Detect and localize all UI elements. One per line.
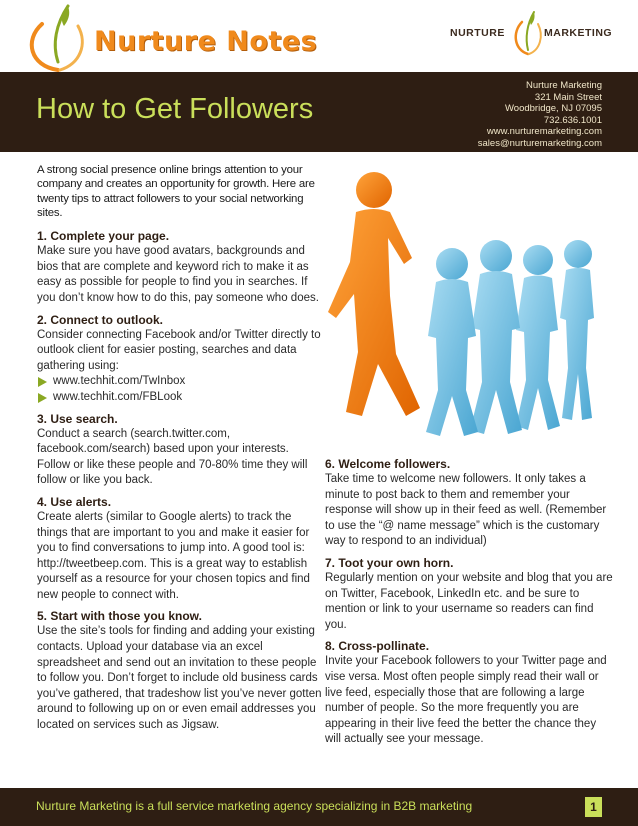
- tip-body: Regularly mention on your website and blog that you are on Twitter, Facebook, LinkedIn etc. and be sure to mention or link to your username so readers can find you.: [325, 571, 613, 631]
- leaf-swirl-icon: [22, 0, 102, 72]
- brand-title: Nurture Notes: [94, 26, 318, 57]
- list-item: [37, 390, 323, 406]
- tip-2: [37, 313, 323, 406]
- title-band: [0, 72, 638, 152]
- blue-figure: [426, 248, 478, 436]
- followers-illustration: [316, 168, 616, 440]
- brand-logo: [22, 0, 322, 72]
- page-title: How to Get Followers: [36, 93, 314, 125]
- left-column: [37, 163, 323, 740]
- tip-4: [37, 495, 323, 604]
- contact-block: [478, 80, 602, 150]
- tip-3: [37, 412, 323, 489]
- tip-body: Invite your Facebook followers to your Twitter page and vise versa. Most often people simply read their wall or live feed, especially those that are following a large number of people. So the more frequently you are appearing in their live feed the better the chance they will actually see your message.: [325, 655, 607, 746]
- tip-heading: 5. Start with those you know.: [37, 609, 202, 624]
- arrow-bullet-icon: [38, 393, 47, 403]
- leaf-swirl-icon: [512, 10, 544, 56]
- contact-street: 321 Main Street: [534, 91, 602, 103]
- logo-word-right: MARKETING: [544, 27, 613, 39]
- contact-city: Woodbridge, NJ 07095: [505, 103, 602, 115]
- tip-5: [37, 609, 323, 733]
- tip-1: [37, 229, 323, 306]
- tip-heading: 1. Complete your page.: [37, 229, 170, 244]
- tip-heading: 3. Use search.: [37, 411, 118, 426]
- blue-figure: [470, 240, 522, 434]
- company-logo: [440, 10, 620, 60]
- tip-heading: 2. Connect to outlook.: [37, 312, 163, 327]
- tip-body: Use the site’s tools for finding and adding your existing contacts. Upload your database via an excel spreadsheet and send out an invitation to these people to follow you. Don’t forget to include old business cards you’ve gathered, that tradeshow list you’ve never gotten around to following up on or even email addresses you located on services such as Jigsaw.: [37, 625, 322, 732]
- link-fblook[interactable]: www.techhit.com/FBLook: [53, 390, 183, 403]
- tip-heading: 6. Welcome followers.: [325, 457, 451, 471]
- tip-body: Make sure you have good avatars, backgrounds and bios that are complete and keyword rich to make it as easy as possible for people to find you in searches. If you don’t know how to do this, pay someone who does.: [37, 245, 319, 304]
- tip-heading: 8. Cross-pollinate.: [325, 639, 430, 654]
- intro-paragraph: A strong social presence online brings attention to your company and creates an opportunity for growth. Here are twenty tips to attract followers to your social networking sites.: [37, 164, 315, 219]
- link-twinbox[interactable]: www.techhit.com/TwInbox: [53, 375, 186, 388]
- tip-body: Conduct a search (search.twitter.com, facebook.com/search) based upon your interests. Follow or like these people and 70-80% time they will follow or like you back.: [37, 427, 308, 487]
- tip-heading: 4. Use alerts.: [37, 494, 112, 509]
- orange-leader-figure: [328, 172, 420, 416]
- page-number: 1: [585, 797, 602, 817]
- arrow-bullet-icon: [38, 377, 47, 387]
- footer-tagline: Nurture Marketing is a full service marketing agency specializing in B2B marketing: [36, 799, 473, 813]
- contact-company: Nurture Marketing: [525, 80, 602, 91]
- contact-phone: 732.636.1001: [543, 114, 602, 126]
- tip-body-wrap: [37, 328, 323, 406]
- tip-heading: 7. Toot your own horn.: [325, 555, 454, 570]
- contact-website[interactable]: www.nurturemarketing.com: [486, 126, 602, 138]
- link-list: [37, 374, 323, 405]
- tip-6: [325, 457, 615, 550]
- blue-figure: [560, 240, 594, 420]
- logo-word-left: NURTURE: [450, 27, 505, 39]
- tip-body: Consider connecting Facebook and/or Twitter directly to outlook client for easier posting, searches and data gathering using:: [37, 328, 321, 372]
- tip-body: Create alerts (similar to Google alerts) to track the things that are important to you and make it easier for you to find conversations to jump into. A good tool is: http://tweetbeep.com. This is a great way to establish yourself as a resource for your chosen topics and find new people to connect with.: [37, 510, 310, 601]
- tip-8: [325, 639, 615, 748]
- list-item: [37, 374, 323, 390]
- footer-bar: [0, 788, 638, 826]
- contact-email[interactable]: sales@nurturemarketing.com: [477, 137, 602, 149]
- tip-7: [325, 556, 615, 633]
- blue-figure: [516, 245, 560, 430]
- tip-body: Take time to welcome new followers. It only takes a minute to post back to them and remember your response will show up in their feed as well. (Remember to use the “@ name message” which is the customary way to respond to an individual): [325, 473, 607, 548]
- right-column: [325, 457, 615, 754]
